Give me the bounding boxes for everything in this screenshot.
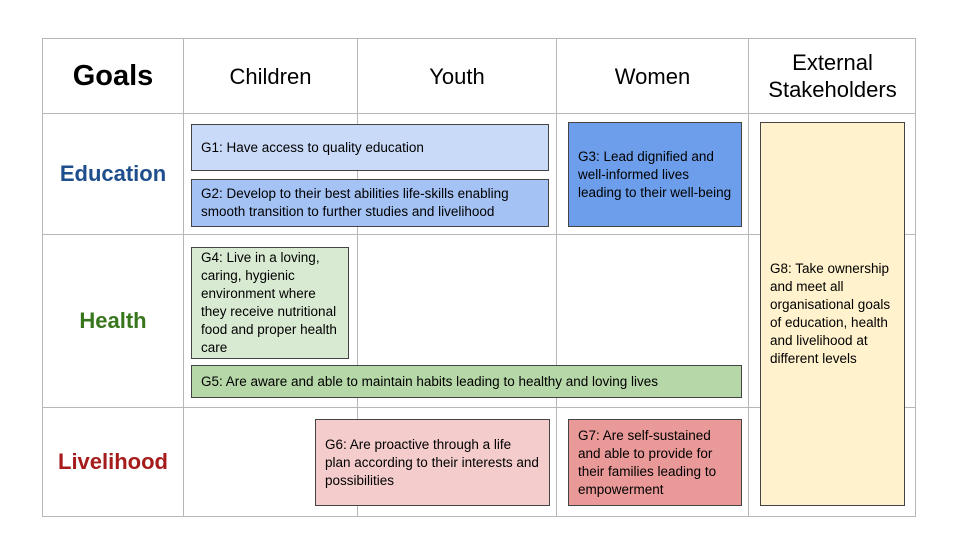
- goals-heading: Goals: [72, 59, 154, 92]
- goal-g3-text: G3: Lead dignified and well-informed lives leading to their well-being: [578, 148, 732, 200]
- goal-g6-box: [315, 419, 550, 506]
- grid-line: [748, 38, 749, 517]
- goal-g4-text: G4: Live in a loving, caring, hygienic environment where they receive nutritional food and proper health care: [201, 250, 337, 355]
- grid-line: [42, 516, 916, 517]
- goal-g7-box: [568, 419, 742, 506]
- goal-g1-box: [191, 124, 549, 171]
- row-label-livelihood: Livelihood: [58, 449, 168, 474]
- grid-line: [915, 38, 916, 517]
- goal-g5-box: [191, 365, 742, 398]
- goal-g6-text: G6: Are proactive through a life plan according to their interests and possibilities: [325, 436, 539, 488]
- column-header-external-stakeholders: External Stakeholders: [768, 50, 897, 102]
- goal-g4-box: [191, 247, 349, 359]
- goal-g2-text: G2: Develop to their best abilities life-skills enabling smooth transition to further studies and livelihood: [201, 186, 509, 219]
- column-header-youth: Youth: [429, 63, 485, 89]
- goal-g5-text: G5: Are aware and able to maintain habits leading to healthy and loving lives: [201, 373, 659, 389]
- goal-g2-box: [191, 179, 549, 227]
- column-header-women: Women: [614, 63, 691, 89]
- goal-g7-text: G7: Are self-sustained and able to provide for their families leading to empowerment: [578, 427, 717, 497]
- row-label-education: Education: [59, 161, 167, 186]
- goal-g1-text: G1: Have access to quality education: [201, 139, 424, 155]
- goal-g3-box: [568, 122, 742, 227]
- goal-g8-box: [760, 122, 905, 506]
- row-label-health: Health: [79, 308, 147, 333]
- goal-g8-text: G8: Take ownership and meet all organisational goals of education, health and livelihood at different levels: [770, 261, 891, 366]
- column-header-children: Children: [229, 63, 312, 89]
